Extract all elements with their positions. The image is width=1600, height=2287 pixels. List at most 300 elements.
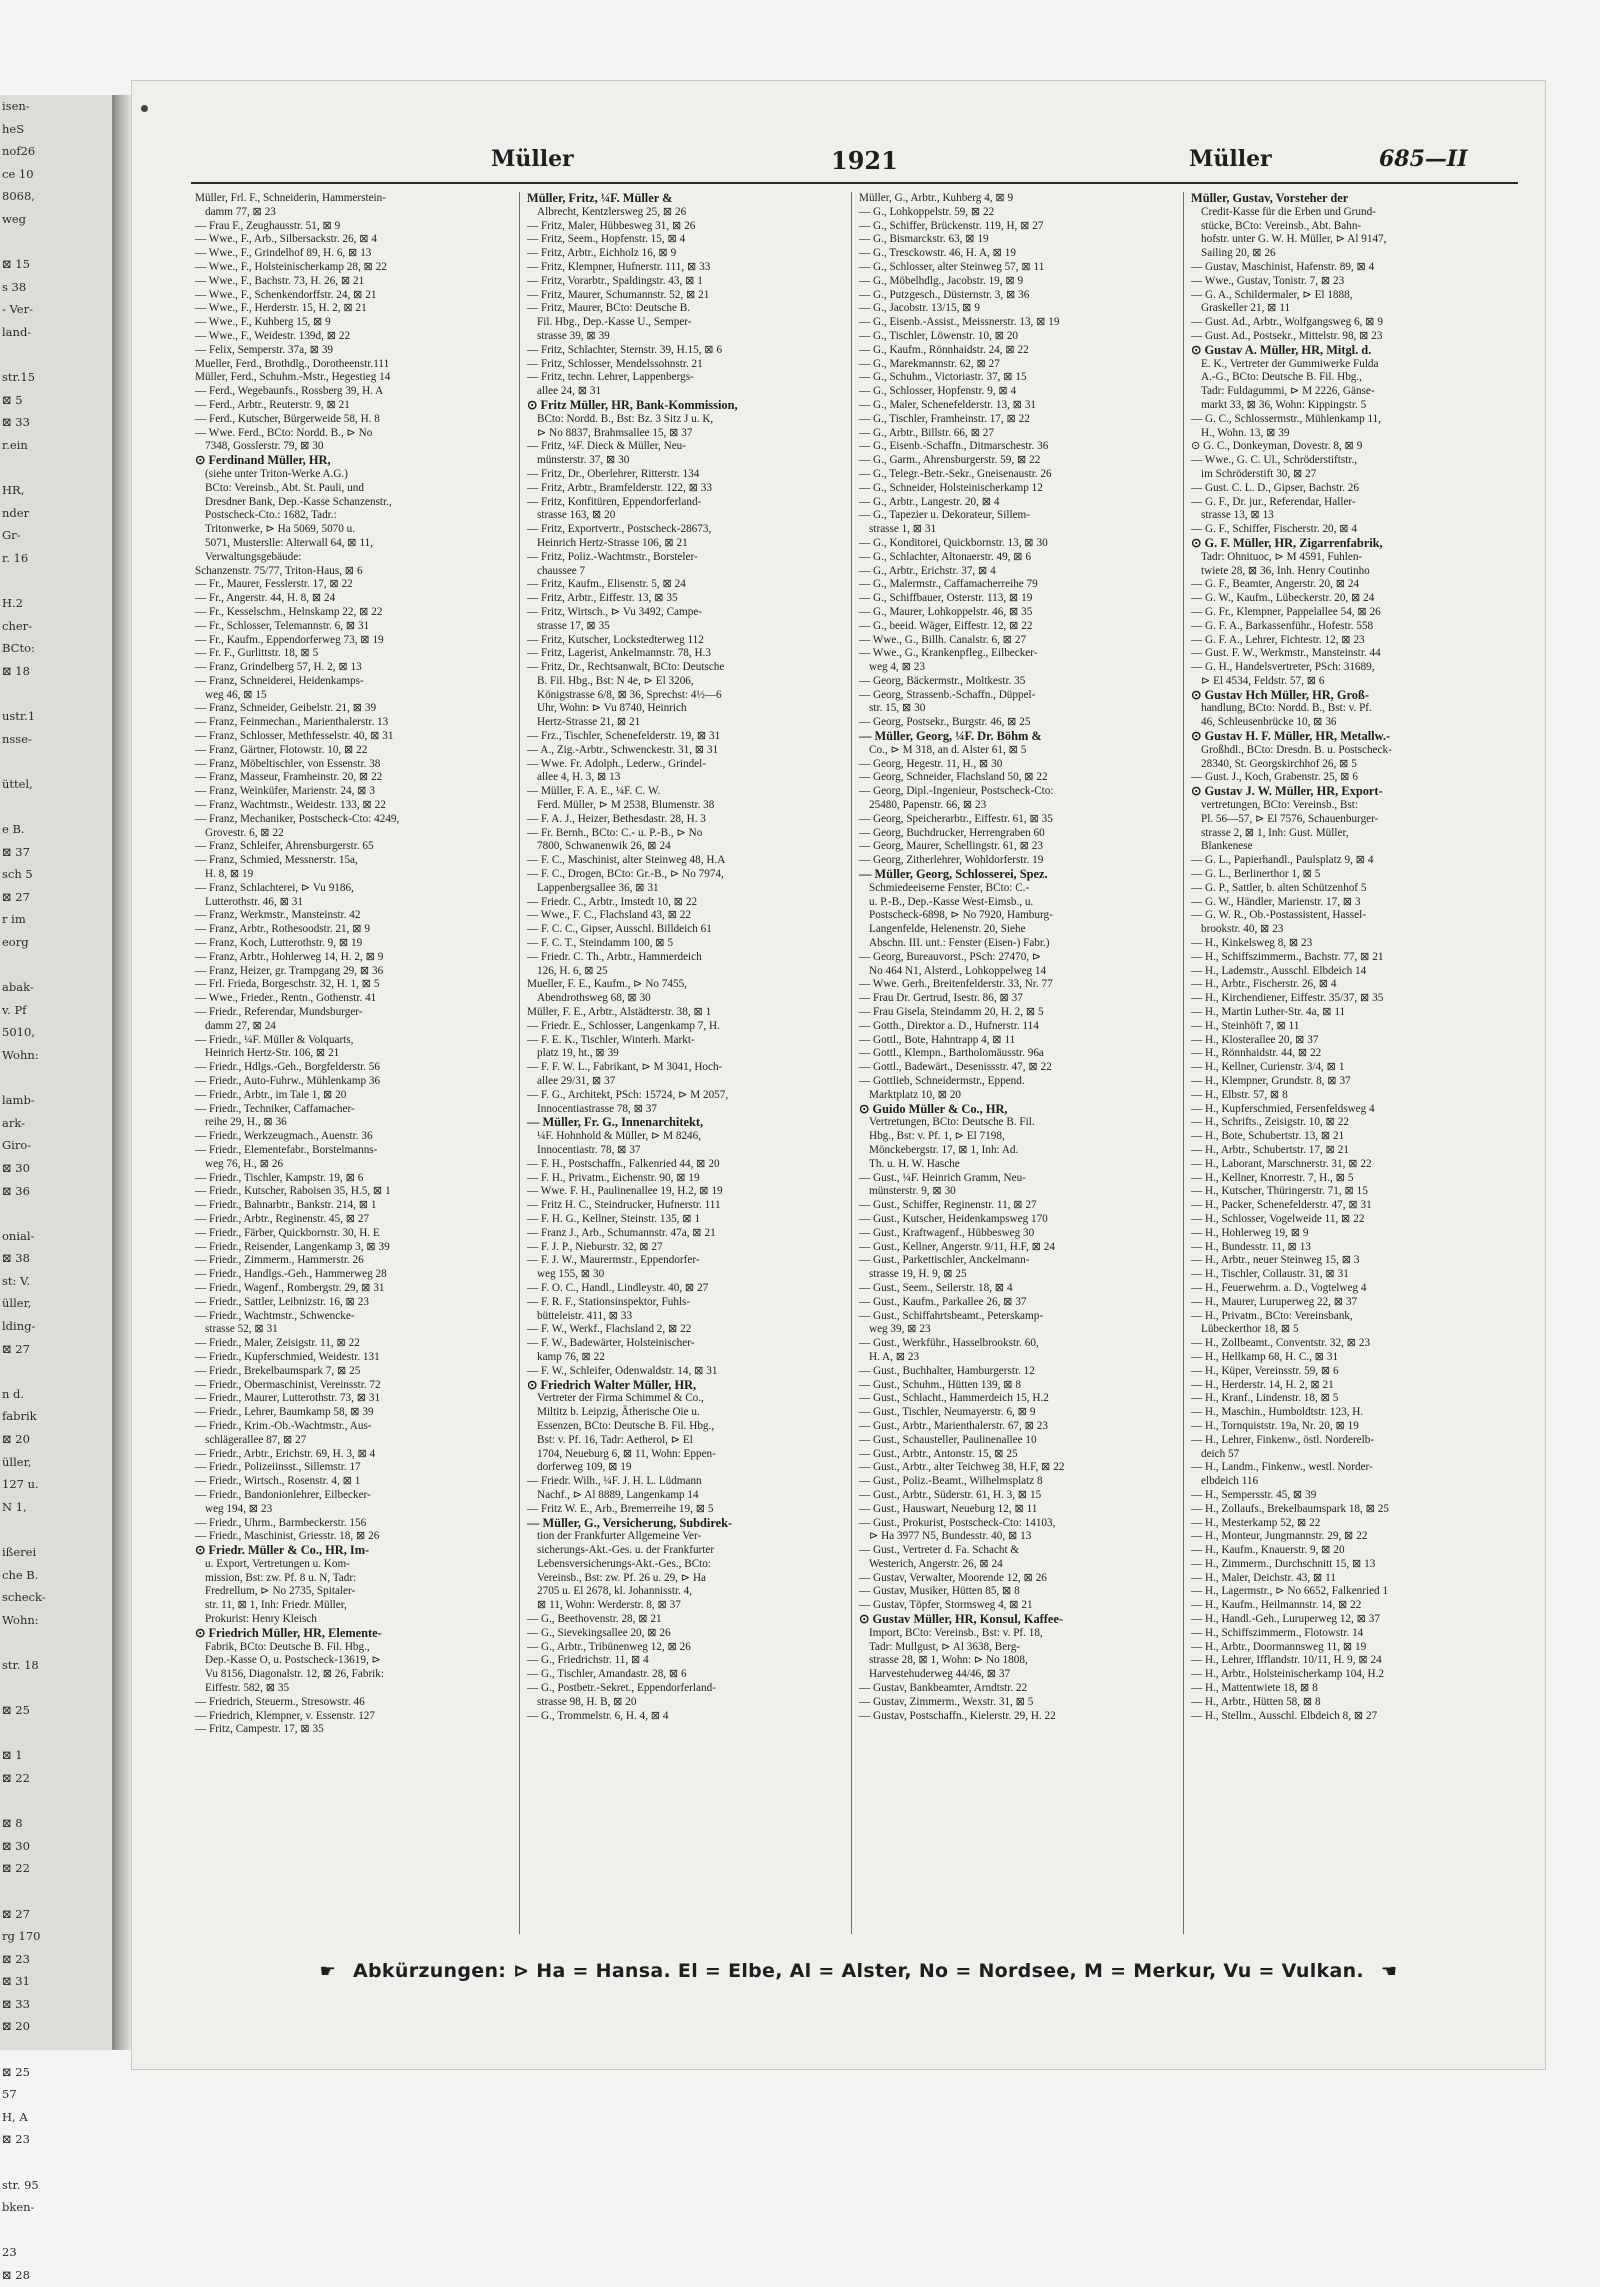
directory-entry: — Friedrich, Klempner, v. Essenstr. 127	[195, 1709, 375, 1722]
directory-entry: — Friedr., Tischler, Kampstr. 19, ⊠ 6	[195, 1171, 364, 1184]
directory-entry: Lübeckerthor 18, ⊠ 5	[1201, 1323, 1299, 1336]
adjacent-page-fragment: str. 95	[2, 2177, 39, 2192]
directory-entry: Heinrich Hertz-Strasse 106, ⊠ 21	[537, 536, 688, 549]
directory-entry: — G., Maurer, Lohkoppelstr. 46, ⊠ 35	[859, 605, 1033, 618]
firm-entry-heading: Müller, Gustav, Vorsteher der	[1191, 191, 1349, 205]
directory-entry: — Wwe., G. C. Ul., Schröderstiftstr.,	[1191, 454, 1358, 467]
directory-entry: — G. F. A., Barkassenführ., Hofestr. 558	[1191, 619, 1374, 632]
directory-entry: BCto: Nordd. B., Bst: Bz. 3 Sitz J u. K,	[537, 412, 714, 425]
adjacent-page-fragment: weg	[2, 211, 27, 226]
adjacent-page-fragment: onial-	[2, 1228, 35, 1243]
firm-entry-heading: ⊙ Gustav Müller, HR, Konsul, Kaffee-	[859, 1612, 1064, 1627]
directory-entry: A.-G., BCto: Deutsche B. Fil. Hbg.,	[1201, 371, 1362, 384]
directory-entry: weg 4, ⊠ 23	[869, 661, 925, 674]
adjacent-page-fragment	[0, 2219, 112, 2242]
directory-entry: strasse 13, ⊠ 13	[1201, 509, 1274, 522]
directory-entry: — Wwe., G., Billh. Canalstr. 6, ⊠ 27	[859, 633, 1027, 646]
directory-entry: — Gust., Kutscher, Heidenkampsweg 170	[859, 1212, 1048, 1225]
directory-entry: — Friedr. Wilh., ¼F. J. H. L. Lüdmann	[527, 1475, 702, 1488]
adjacent-page-fragment	[0, 954, 112, 977]
directory-entry: — Fr., Maurer, Fesslerstr. 17, ⊠ 22	[195, 578, 353, 591]
directory-entry: — Friedr., Reisender, Langenkamp 3, ⊠ 39	[195, 1240, 390, 1253]
directory-entry: Harvestehuderweg 44/46, ⊠ 37	[869, 1668, 1011, 1681]
directory-entry: — G., Maler, Schenefelderstr. 13, ⊠ 31	[859, 398, 1037, 411]
directory-entry: — H., Zollbeamt., Conventstr. 32, ⊠ 23	[1191, 1337, 1371, 1350]
directory-entry: — Gust., Schiffer, Reginenstr. 11, ⊠ 27	[859, 1199, 1037, 1212]
directory-entry: Blankenese	[1201, 840, 1253, 853]
directory-entry: Nachf., ⊳ Al 8889, Langenkamp 14	[537, 1488, 699, 1501]
directory-entry: Eiffestr. 582, ⊠ 35	[205, 1682, 290, 1695]
directory-entry: 46, Schleusenbrücke 10, ⊠ 36	[1201, 716, 1337, 729]
directory-entry: — G. C., Schlossermstr., Mühlenkamp 11,	[1191, 412, 1382, 425]
directory-entry: — Fritz, Poliz.-Wachtmstr., Borsteler-	[527, 550, 698, 563]
directory-entry: — G., Schuhm., Victoriastr. 37, ⊠ 15	[859, 371, 1027, 384]
directory-entry: — G., Bismarckstr. 63, ⊠ 19	[859, 233, 989, 246]
directory-entry: — Georg, Buchdrucker, Herrengraben 60	[859, 826, 1045, 839]
directory-entry: — Gustav, Verwalter, Moorende 12, ⊠ 26	[859, 1571, 1047, 1584]
adjacent-page-fragment: N 1,	[2, 1499, 27, 1514]
directory-entry: Tadr: Fuldagummi, ⊳ M 2226, Gänse-	[1201, 385, 1375, 398]
directory-entry: — Fritz, Exportvertr., Postscheck-28673,	[527, 523, 712, 536]
directory-entry: — H., Bundesstr. 11, ⊠ 13	[1191, 1240, 1311, 1253]
directory-entry: — Friedr., Elementefabr., Borstelmanns-	[195, 1143, 378, 1156]
directory-entry: — Gust. J., Koch, Grabenstr. 25, ⊠ 6	[1191, 771, 1358, 784]
directory-entry: weg 46, ⊠ 15	[205, 688, 267, 701]
directory-entry: — Friedr., Brekelbaumspark 7, ⊠ 25	[195, 1364, 361, 1377]
adjacent-page-fragment	[0, 231, 112, 254]
directory-entry: — H., Arbtr., neuer Steinweg 15, ⊠ 3	[1191, 1254, 1360, 1267]
directory-entry: strasse 28, ⊠ 1, Wohn: ⊳ No 1808,	[869, 1654, 1028, 1667]
directory-entry: — Gust., Kraftwagenf., Hübbesweg 30	[859, 1226, 1035, 1239]
directory-entry: — G., Tischler, Löwenstr. 10, ⊠ 20	[859, 329, 1019, 342]
adjacent-page-fragment	[0, 457, 112, 480]
adjacent-page-fragment: Giro-	[2, 1138, 32, 1153]
directory-entry: — Franz, Werkmstr., Mansteinstr. 42	[195, 909, 361, 922]
directory-entry: — G., beeid. Wäger, Eiffestr. 12, ⊠ 22	[859, 619, 1033, 632]
directory-entry: — H., Lehrer, Ifflandstr. 10/11, H. 9, ⊠ 24	[1191, 1654, 1382, 1667]
directory-entry: — Fritz, Vorarbtr., Spaldingstr. 43, ⊠ 1	[527, 274, 703, 287]
directory-entry: — Gottl., Bote, Hahntrapp 4, ⊠ 11	[859, 1033, 1016, 1046]
directory-entry: — F. H., Postschaffn., Falkenried 44, ⊠ 20	[527, 1157, 720, 1170]
directory-entry: — G., Arbtr., Erichstr. 37, ⊠ 4	[859, 564, 996, 577]
directory-entry: — Fritz, Maler, Hübbesweg 31, ⊠ 26	[527, 219, 696, 232]
directory-entry: — G., Möbelhdlg., Jacobstr. 19, ⊠ 9	[859, 274, 1024, 287]
directory-entry: mission, Bst: zw. Pf. 8 u. N, Tadr:	[205, 1571, 357, 1584]
directory-entry: — Gust. Ad., Postsekr., Mittelstr. 98, ⊠ 23	[1191, 329, 1383, 342]
firm-entry-heading: — Müller, Georg, ¼F. Dr. Böhm &	[859, 729, 1042, 744]
directory-entry: — H., Kirchendiener, Eiffestr. 35/37, ⊠ 35	[1191, 992, 1384, 1005]
pointing-hand-right-icon: ☚	[1380, 1961, 1398, 1982]
directory-entry: Innocentiastr. 78, ⊠ 37	[537, 1143, 641, 1156]
directory-entry: — H., Kupferschmied, Fersenfeldsweg 4	[1191, 1102, 1375, 1115]
adjacent-page-fragment: st: V.	[2, 1273, 31, 1288]
directory-entry: Schmiedeeiserne Fenster, BCto: C.-	[869, 881, 1030, 894]
adjacent-page-fragment: 23	[2, 2245, 17, 2260]
directory-entry: — G., Jacobstr. 13/15, ⊠ 9	[859, 302, 980, 315]
directory-entry: — H., Klosterallee 20, ⊠ 37	[1191, 1033, 1319, 1046]
directory-entry: — Fritz, Schlosser, Mendelssohnstr. 21	[527, 357, 703, 370]
directory-entry: — Fritz, Konfitüren, Eppendorferland-	[527, 495, 702, 508]
directory-entry: — H., Kinkelsweg 8, ⊠ 23	[1191, 937, 1313, 950]
directory-entry: — Wwe., F., Bachstr. 73, H. 26, ⊠ 21	[195, 274, 365, 287]
directory-entry: — G. L., Berlinerthor 1, ⊠ 5	[1191, 868, 1321, 881]
directory-entry: Westerich, Angerstr. 26, ⊠ 24	[869, 1557, 1003, 1570]
directory-entry: — Franz, Gärtner, Flotowstr. 10, ⊠ 22	[195, 743, 368, 756]
directory-entry: Heinrich Hertz-Str. 106, ⊠ 21	[205, 1047, 340, 1060]
adjacent-page-text	[0, 95, 112, 2287]
directory-entry: Postscheck-Cto.: 1682, Tadr.:	[205, 509, 337, 522]
directory-entry: Fabrik, BCto: Deutsche B. Fil. Hbg.,	[205, 1640, 370, 1653]
directory-entry: — Gust., Arbtr., Süderstr. 61, H. 3, ⊠ 15	[859, 1488, 1042, 1501]
directory-entry: — Franz, Schlachterei, ⊳ Vu 9186,	[195, 881, 354, 894]
directory-entry: strasse 39, ⊠ 39	[537, 329, 610, 342]
directory-entry: — Gust., ¼F. Heinrich Gramm, Neu-	[859, 1171, 1026, 1184]
directory-entry: — Franz, Schlosser, Methfesselstr. 40, ⊠ 31	[195, 730, 394, 743]
directory-column-1	[195, 192, 513, 1934]
directory-entry: — H., Kellner, Knorrestr. 7, H., ⊠ 5	[1191, 1171, 1354, 1184]
firm-entry-heading: ⊙ Fritz Müller, HR, Bank-Kommission,	[527, 397, 738, 412]
directory-entry: — Gust., Prokurist, Postscheck-Cto: 14103,	[859, 1516, 1056, 1529]
directory-entry: Innocentiastrasse 78, ⊠ 37	[537, 1102, 657, 1115]
directory-entry: — H., Schlosser, Vogelweide 11, ⊠ 22	[1191, 1212, 1365, 1225]
directory-entry: kamp 76, ⊠ 22	[537, 1350, 605, 1363]
adjacent-page-fragment: ⊠ 1	[2, 1748, 23, 1763]
directory-entry: — H., Handl.-Geh., Luruperweg 12, ⊠ 37	[1191, 1613, 1380, 1626]
directory-entry: — G., Eisenb.-Assist., Meissnerstr. 13, ⊠ 19	[859, 316, 1060, 329]
directory-entry: elbdeich 116	[1201, 1475, 1259, 1488]
directory-entry: — A., Zig.-Arbtr., Schwenckestr. 31, ⊠ 31	[527, 743, 719, 756]
adjacent-page-fragment: H, A	[2, 2109, 28, 2124]
directory-entry: — Friedr., Hdlgs.-Geh., Borgfelderstr. 56	[195, 1061, 380, 1074]
directory-entry: — Friedr., Referendar, Mundsburger-	[195, 1006, 363, 1019]
directory-entry: — Fritz, Campestr. 17, ⊠ 35	[195, 1723, 324, 1736]
adjacent-page-fragment	[0, 2038, 112, 2061]
directory-entry: deich 57	[1201, 1447, 1240, 1460]
directory-entry: — H., Küper, Vereinsstr. 59, ⊠ 6	[1191, 1364, 1339, 1377]
directory-entry: — Gotth., Direktor a. D., Hufnerstr. 114	[859, 1019, 1039, 1032]
adjacent-page-fragment: üller,	[2, 1296, 32, 1311]
directory-entry: — G. A., Schildermaler, ⊳ El 1888,	[1191, 288, 1353, 301]
directory-entry: — Fr., Kesselschm., Helnskamp 22, ⊠ 22	[195, 605, 383, 618]
adjacent-page-fragment: ⊠ 30	[2, 1160, 30, 1175]
directory-entry: — F. H., Privatm., Eichenstr. 90, ⊠ 19	[527, 1171, 700, 1184]
directory-entry: — G., Beethovenstr. 28, ⊠ 21	[527, 1613, 662, 1626]
directory-entry: weg 155, ⊠ 30	[537, 1268, 605, 1281]
directory-entry: H. 8, ⊠ 19	[205, 868, 254, 881]
adjacent-page-fragment: Wohn:	[2, 1612, 39, 1627]
directory-entry: — Friedr., Bahnarbtr., Bankstr. 214, ⊠ 1	[195, 1199, 377, 1212]
adjacent-page-fragment	[0, 750, 112, 773]
directory-entry: Lappenbergsallee 36, ⊠ 31	[537, 881, 659, 894]
directory-entry: — Ferd., Wegebaunfs., Rossberg 39, H. A	[195, 385, 384, 398]
abbreviations-text: Abkürzungen: ⊳ Ha = Hansa. El = Elbe, Al = Alster, No = Nordsee, M = Merkur, Vu = Vulkan.	[353, 1960, 1364, 1982]
adjacent-page-fragment: lamb-	[2, 1093, 35, 1108]
directory-entry: Lutterothstr. 46, ⊠ 31	[205, 895, 303, 908]
adjacent-page-fragment: ißerei	[2, 1545, 37, 1559]
directory-entry: — H., Schiffszimmerm., Bachstr. 77, ⊠ 21	[1191, 950, 1384, 963]
adjacent-page-fragment: sch 5	[2, 867, 33, 882]
directory-entry: Verwaltungsgebäude:	[205, 550, 302, 563]
directory-entry: chaussee 7	[537, 564, 586, 577]
directory-entry: weg 194, ⊠ 23	[205, 1502, 273, 1515]
directory-entry: — G., Trommelstr. 6, H. 4, ⊠ 4	[527, 1709, 669, 1722]
firm-entry-heading: ⊙ Gustav H. F. Müller, HR, Metallw.-	[1191, 729, 1391, 744]
directory-entry: (siehe unter Triton-Werke A.G.)	[205, 467, 348, 480]
directory-entry: Königstrasse 6/8, ⊠ 36, Sprechst: 4½—6	[537, 688, 722, 701]
directory-entry: münsterstr. 9, ⊠ 30	[869, 1185, 956, 1198]
directory-entry: — Franz, Koch, Lutterothstr. 9, ⊠ 19	[195, 937, 363, 950]
directory-entry: — G. Fr., Klempner, Pappelallee 54, ⊠ 26	[1191, 605, 1381, 618]
directory-entry: — Georg, Hegestr. 11, H., ⊠ 30	[859, 757, 1003, 770]
adjacent-page-fragment: ⊠ 38	[2, 1251, 30, 1266]
directory-entry: Langenfelde, Helenenstr. 20, Siehe	[869, 923, 1026, 936]
directory-entry: — H., Lehrer, Finkenw., östl. Norderelb-	[1191, 1433, 1375, 1446]
firm-entry-heading: ⊙ Gustav J. W. Müller, HR, Export-	[1191, 784, 1383, 799]
adjacent-page-fragment: ⊠ 8	[2, 1816, 23, 1831]
directory-entry: — Fritz, Kaufm., Elisenstr. 5, ⊠ 24	[527, 578, 686, 591]
directory-entry: — Georg, Postsekr., Burgstr. 46, ⊠ 25	[859, 716, 1031, 729]
directory-entry: — G., Schlosser, Hopfenstr. 9, ⊠ 4	[859, 385, 1017, 398]
adjacent-page-fragment: ⊠ 5	[2, 392, 23, 407]
directory-entry: Müller, Frl. F., Schneiderin, Hammerstein-	[195, 192, 386, 204]
adjacent-page-fragment: ⊠ 20	[2, 1432, 30, 1447]
directory-entry: strasse 2, ⊠ 1, Inh: Gust. Müller,	[1201, 826, 1349, 839]
adjacent-page-fragment: ⊠ 33	[2, 1996, 30, 2011]
directory-entry: — Gust., Parkettischler, Anckelmann-	[859, 1254, 1030, 1267]
directory-entry: weg 76, H., ⊠ 26	[205, 1157, 284, 1170]
directory-entry: strasse 163, ⊠ 20	[537, 509, 616, 522]
directory-entry: — Georg, Maurer, Schellingstr. 61, ⊠ 23	[859, 840, 1043, 853]
adjacent-page-fragment	[0, 682, 112, 705]
directory-entry: Mönckebergstr. 17, ⊠ 1, Inh: Ad.	[869, 1143, 1019, 1156]
directory-entry: — H., Arbtr., Fischerstr. 26, ⊠ 4	[1191, 978, 1337, 991]
directory-entry: — H., Zollaufs., Brekelbaumspark 18, ⊠ 25	[1191, 1502, 1389, 1515]
directory-entry: Postscheck-6898, ⊳ No 7920, Hamburg-	[869, 909, 1053, 922]
directory-entry: Fredrellum, ⊳ No 2735, Spitaler-	[205, 1585, 356, 1598]
directory-entry: Großhdl., BCto: Dresdn. B. u. Postscheck-	[1201, 743, 1392, 756]
directory-entry: — Gust., Schuhm., Hütten 139, ⊠ 8	[859, 1378, 1021, 1391]
directory-entry: — F. J. W., Maurermstr., Eppendorfer-	[527, 1254, 700, 1267]
directory-entry: — Gust., Schlacht., Hammerdeich 15, H.2	[859, 1392, 1049, 1405]
adjacent-page-fragment	[0, 344, 112, 367]
directory-entry: — G., Tischler, Framheinstr. 17, ⊠ 22	[859, 412, 1030, 425]
directory-entry: — Friedr., Maler, Zeisigstr. 11, ⊠ 22	[195, 1337, 360, 1350]
directory-entry: — Franz, Grindelberg 57, H. 2, ⊠ 13	[195, 661, 362, 674]
adjacent-page-fragment: heS	[2, 121, 25, 136]
adjacent-page-fragment: ⊠ 37	[2, 844, 30, 859]
adjacent-page-fragment: ⊠ 27	[2, 889, 30, 904]
directory-entry: Albrecht, Kentzlersweg 25, ⊠ 26	[537, 205, 687, 218]
directory-entry: — Fritz, Dr., Rechtsanwalt, BCto: Deutsche	[527, 661, 725, 674]
directory-entry: — H., Tornquiststr. 19a, Nr. 20, ⊠ 19	[1191, 1419, 1359, 1432]
directory-entry: — Fritz H. C., Steindrucker, Hufnerstr. 111	[527, 1199, 721, 1212]
adjacent-page-fragment: ⊠ 18	[2, 663, 30, 678]
directory-entry: — G., Friedrichstr. 11, ⊠ 4	[527, 1654, 649, 1667]
directory-entry: — Wwe., F., Herderstr. 15, H. 2, ⊠ 21	[195, 302, 367, 315]
directory-entry: Hertz-Strasse 21, ⊠ 21	[537, 716, 641, 729]
directory-entry: stücke, BCto: Vereinsb., Abt. Bahn-	[1201, 219, 1362, 232]
directory-entry: Sailing 20, ⊠ 26	[1201, 247, 1276, 260]
adjacent-page-fragment: ⊠ 22	[2, 1770, 30, 1785]
directory-entry: Uhr, Wohn: ⊳ Vu 8740, Heinrich	[537, 702, 687, 715]
directory-entry: — G., Kaufm., Rönnhaidstr. 24, ⊠ 22	[859, 343, 1029, 356]
directory-entry: strasse 17, ⊠ 35	[537, 619, 610, 632]
adjacent-page-fragment: str.15	[2, 370, 36, 385]
adjacent-page-fragment: fabrik	[2, 1409, 37, 1424]
adjacent-page-fragment: ⊠ 22	[2, 1861, 30, 1876]
directory-entry: — Friedr., Zimmerm., Hammerstr. 26	[195, 1254, 364, 1267]
adjacent-page-fragment: r im	[2, 912, 26, 927]
directory-entry: twiete 28, ⊠ 36, Inh. Henry Coutinho	[1201, 564, 1370, 577]
directory-entry: — H., Lagermstr., ⊳ No 6652, Falkenried 1	[1191, 1585, 1389, 1598]
directory-entry: allee 24, ⊠ 31	[537, 385, 602, 398]
directory-entry: — H., Klempner, Grundstr. 8, ⊠ 37	[1191, 1075, 1351, 1087]
directory-entry: Vereinsb., Bst: zw. Pf. 26 u. 29, ⊳ Ha	[537, 1571, 706, 1584]
directory-entry: — G., Postbetr.-Sekret., Eppendorferland-	[527, 1682, 716, 1695]
column-divider	[519, 192, 520, 1934]
directory-entry: — Gustav, Zimmerm., Wexstr. 31, ⊠ 5	[859, 1695, 1034, 1708]
directory-entry: ⊳ Ha 3977 N5, Bundesstr. 40, ⊠ 13	[869, 1530, 1032, 1543]
directory-entry: Tritonwerke, ⊳ Ha 5069, 5070 u.	[205, 523, 356, 536]
directory-entry: — H., Sempersstr. 45, ⊠ 39	[1191, 1488, 1317, 1501]
directory-entry: Dep.-Kasse O, u. Postscheck-13619, ⊳	[205, 1654, 381, 1667]
adjacent-page-fragment: che B.	[2, 1567, 39, 1582]
adjacent-page-fragment	[0, 1790, 112, 1813]
directory-entry: — Fritz, Wirtsch., ⊳ Vu 3492, Campe-	[527, 605, 703, 618]
adjacent-page-fragment: ⊠ 23	[2, 1951, 30, 1966]
directory-entry: — Ferd., Arbtr., Reuterstr. 9, ⊠ 21	[195, 398, 350, 411]
directory-entry: 126, H. 6, ⊠ 25	[537, 964, 608, 977]
adjacent-page-fragment	[0, 1067, 112, 1090]
firm-entry-heading: — Müller, G., Versicherung, Subdirek-	[527, 1515, 733, 1530]
directory-entry: — Friedr., Kupferschmied, Weidestr. 131	[195, 1350, 380, 1363]
directory-entry: — Frau Gisela, Steindamm 20, H. 2, ⊠ 5	[859, 1006, 1044, 1019]
directory-entry: — Georg, Speicherarbtr., Eiffestr. 61, ⊠ 35	[859, 812, 1053, 825]
directory-entry: — Fritz, Seem., Hopfenstr. 15, ⊠ 4	[527, 233, 686, 246]
directory-entry: Co., ⊳ M 318, an d. Alster 61, ⊠ 5	[869, 743, 1027, 756]
directory-entry: — Müller, F. A. E., ¼F. C. W.	[527, 785, 661, 798]
directory-entry: — Fritz, Kutscher, Lockstedterweg 112	[527, 633, 704, 646]
adjacent-page-fragment: ⊠ 31	[2, 1974, 30, 1989]
directory-entry: — H., Schiffszimmerm., Flotowstr. 14	[1191, 1626, 1364, 1639]
adjacent-page-fragment: - Ver-	[2, 302, 33, 317]
directory-entry: ¼F. Hohnhold & Müller, ⊳ M 8246,	[537, 1130, 702, 1143]
directory-entry: — Gustav, Töpfer, Stormsweg 4, ⊠ 21	[859, 1599, 1033, 1612]
directory-entry: — Fritz W. E., Arb., Bremerreihe 19, ⊠ 5	[527, 1502, 714, 1515]
directory-entry: Müller, F. E., Arbtr., Alstädterstr. 38, ⊠ 1	[527, 1006, 712, 1019]
adjacent-page-fragment: ⊠ 27	[2, 1906, 30, 1921]
directory-entry: — Friedr., Polizeiinsst., Sillemstr. 17	[195, 1461, 361, 1474]
directory-entry: — Fr. Bernh., BCto: C.- u. P.-B., ⊳ No	[527, 826, 703, 839]
directory-entry: Müller, G., Arbtr., Kuhberg 4, ⊠ 9	[859, 192, 1014, 204]
directory-entry: — Franz, Weinküfer, Marienstr. 24, ⊠ 3	[195, 785, 375, 798]
directory-entry: — Friedr., Bandonionlehrer, Eilbecker-	[195, 1488, 371, 1501]
directory-entry: — G., Arbtr., Tribünenweg 12, ⊠ 26	[527, 1640, 691, 1653]
directory-entry: — Wwe., F., Weidestr. 139d, ⊠ 22	[195, 329, 351, 342]
directory-entry: — H., Maler, Deichstr. 43, ⊠ 11	[1191, 1571, 1336, 1584]
adjacent-page-fragment	[0, 569, 112, 592]
directory-entry: Lebensversicherungs-Akt.-Ges., BCto:	[537, 1557, 711, 1570]
directory-entry: — Gust., Buchhalter, Hamburgerstr. 12	[859, 1364, 1035, 1377]
directory-entry: — Fritz, Lagerist, Ankelmannstr. 78, H.3	[527, 647, 711, 660]
adjacent-page-fragment: e B.	[2, 822, 25, 836]
running-header	[191, 146, 1506, 182]
directory-entry: — Friedr., Maurer, Lutterothstr. 73, ⊠ 31	[195, 1392, 381, 1405]
adjacent-page-fragment	[0, 1202, 112, 1225]
directory-entry: — Ferd., Kutscher, Bürgerweide 58, H. 8	[195, 412, 380, 425]
directory-entry: — Gust. C. L. D., Gipser, Bachstr. 26	[1191, 481, 1359, 494]
directory-entry: — Wwe., F., Grindelhof 89, H. 6, ⊠ 13	[195, 247, 372, 260]
directory-entry: Prokurist: Henry Kleisch	[205, 1613, 317, 1626]
directory-entry: — Gottl., Badewärt., Desenissstr. 47, ⊠ 22	[859, 1061, 1052, 1074]
directory-entry: u. P.-B., Dep.-Kasse West-Eimsb., u.	[869, 895, 1034, 908]
directory-entry: — G., Arbtr., Langestr. 20, ⊠ 4	[859, 495, 1000, 508]
firm-entry-heading: ⊙ G. F. Müller, HR, Zigarrenfabrik,	[1191, 535, 1383, 550]
directory-entry: Miltitz b. Leipzig, Ätherische Oie u.	[537, 1406, 700, 1419]
directory-entry: Hbg., Bst: v. Pf. 1, ⊳ El 7198,	[869, 1130, 1005, 1143]
directory-entry: — G., Marekmannstr. 62, ⊠ 27	[859, 357, 1000, 370]
directory-entry: u. Export, Vertretungen u. Kom-	[205, 1557, 350, 1570]
adjacent-page-fragment	[0, 1722, 112, 1745]
directory-entry: — Gust., Vertreter d. Fa. Schacht &	[859, 1544, 1020, 1557]
header-year: 1921	[831, 146, 898, 175]
directory-entry: — Friedr., Maschinist, Griesstr. 18, ⊠ 26	[195, 1530, 380, 1543]
directory-entry: No 464 N1, Alsterd., Lohkoppelweg 14	[869, 964, 1047, 977]
directory-entry: — Georg, Strassenb.-Schaffn., Düppel-	[859, 688, 1036, 701]
directory-entry: Vu 8156, Diagonalstr. 12, ⊠ 26, Fabrik:	[205, 1668, 384, 1681]
directory-entry: str. 15, ⊠ 30	[869, 702, 926, 715]
directory-entry: — G. W., Händler, Marienstr. 17, ⊠ 3	[1191, 895, 1361, 908]
directory-entry: — Gustav, Maschinist, Hafenstr. 89, ⊠ 4	[1191, 260, 1375, 273]
directory-entry: — F. O. C., Handl., Lindleystr. 40, ⊠ 27	[527, 1281, 709, 1294]
adjacent-page-fragment	[0, 2151, 112, 2174]
firm-entry-heading: ⊙ Ferdinand Müller, HR,	[195, 453, 331, 468]
directory-entry: — Gustav, Postschaffn., Kielerstr. 29, H. 22	[859, 1709, 1056, 1722]
directory-entry: im Schröderstift 30, ⊠ 27	[1201, 467, 1317, 480]
directory-entry: — Gust., Kellner, Angerstr. 9/11, H.F, ⊠ 24	[859, 1240, 1055, 1253]
directory-entry: — Friedr. E., Schlosser, Langenkamp 7, H.	[527, 1019, 720, 1032]
directory-entry: — G. H., Handelsvertreter, PSch: 31689,	[1191, 661, 1375, 674]
directory-entry: — Gust., Tischler, Neumayerstr. 6, ⊠ 9	[859, 1406, 1036, 1419]
firm-entry-heading: ⊙ Friedrich Müller, HR, Elemente-	[195, 1625, 382, 1640]
directory-entry: — H., Kutscher, Thüringerstr. 71, ⊠ 15	[1191, 1185, 1368, 1198]
directory-columns	[195, 192, 1520, 1934]
print-speck	[141, 105, 148, 112]
directory-entry: — Franz, Arbtr., Rothesoodstr. 21, ⊠ 9	[195, 923, 371, 936]
directory-entry: str. 11, ⊠ 1, Inh: Friedr. Müller,	[205, 1599, 347, 1612]
directory-entry: — Wwe., F., Holsteinischerkamp 28, ⊠ 22	[195, 260, 387, 273]
directory-entry: — H., Tischler, Collaustr. 31, ⊠ 31	[1191, 1268, 1349, 1281]
directory-entry: — Friedr., Wirtsch., Rosenstr. 4, ⊠ 1	[195, 1475, 361, 1488]
directory-entry: — Franz, Möbeltischler, von Essenstr. 38	[195, 757, 381, 770]
directory-entry: — Gustav, Musiker, Hütten 85, ⊠ 8	[859, 1585, 1020, 1598]
directory-entry: — G., Schneider, Holsteinischerkamp 12	[859, 481, 1043, 494]
directory-entry: — Friedr., Wachtmstr., Schwencke-	[195, 1309, 355, 1322]
directory-entry: Graskeller 21, ⊠ 11	[1201, 302, 1291, 315]
directory-entry: — G., Putzgesch., Düsternstr. 3, ⊠ 36	[859, 288, 1030, 301]
directory-entry: tion der Frankfurter Allgemeine Ver-	[537, 1530, 702, 1543]
adjacent-page-fragment: ⊠ 25	[2, 1703, 30, 1718]
adjacent-page-fragment: 5010,	[2, 1025, 35, 1040]
directory-entry: — H., Arbtr., Hütten 58, ⊠ 8	[1191, 1695, 1321, 1708]
directory-entry: — G., Schiffer, Brückenstr. 119, H, ⊠ 27	[859, 219, 1044, 232]
directory-entry: — Wwe., F., Schenkendorffstr. 24, ⊠ 21	[195, 288, 377, 301]
directory-entry: münsterstr. 37, ⊠ 30	[537, 454, 630, 467]
adjacent-page-fragment: Gr-	[2, 528, 21, 543]
adjacent-page-fragment: n d.	[2, 1386, 25, 1401]
firm-entry-heading: ⊙ Guido Müller & Co., HR,	[859, 1101, 1008, 1116]
directory-entry: damm 77, ⊠ 23	[205, 205, 276, 218]
